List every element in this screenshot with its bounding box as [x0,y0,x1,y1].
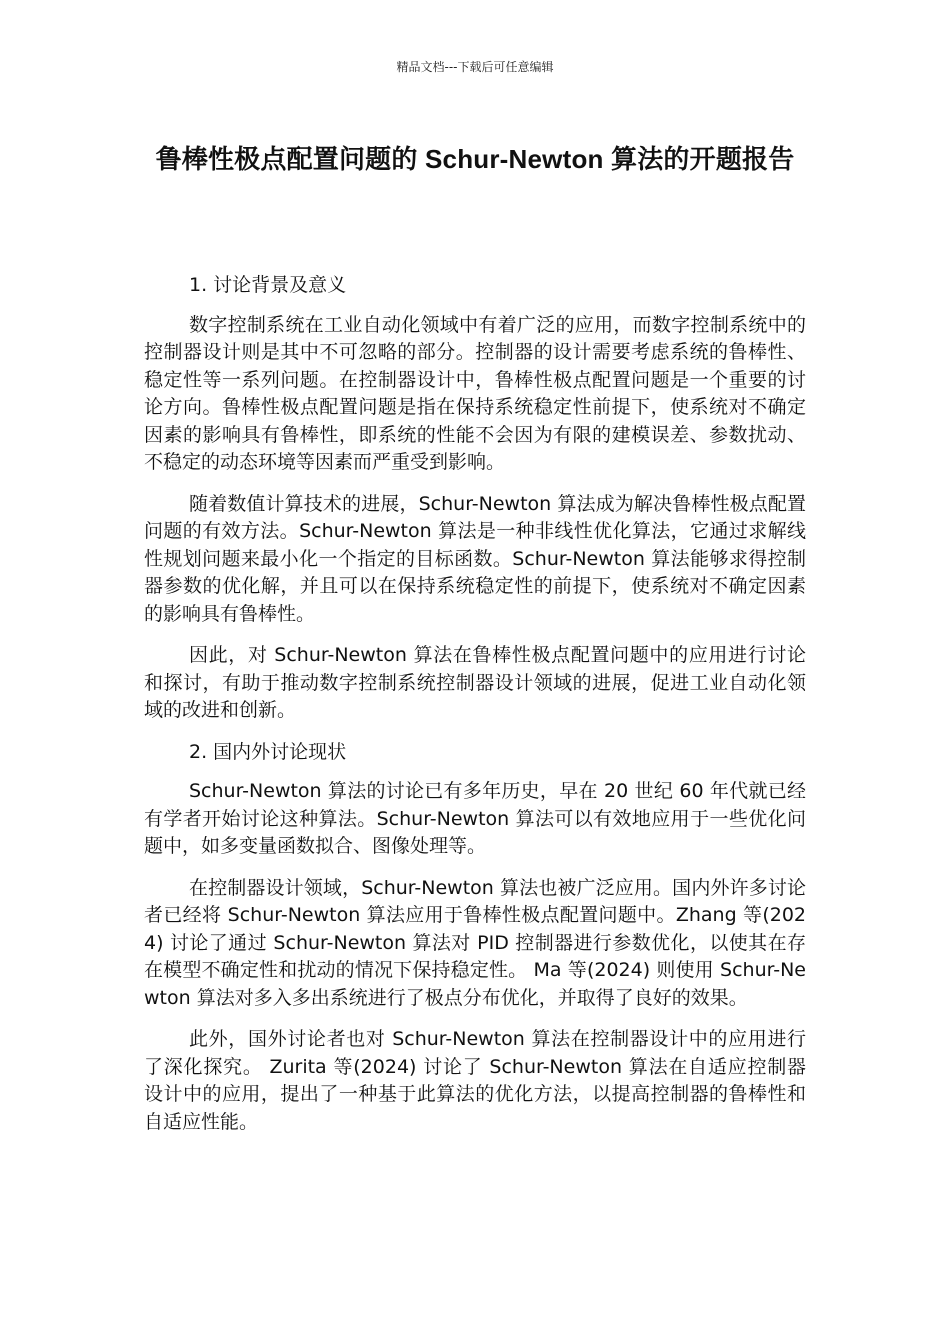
paragraph: 此外，国外讨论者也对 Schur-Newton 算法在控制器设计中的应用进行了深化探究。 Zurita 等(2024) 讨论了 Schur-Newton 算法在自适应控制器设计中的应用，提出了一种基于此算法的优化方法，以提高控制器的鲁棒性和自适应性能。 [144,1028,806,1133]
paragraph: 在控制器设计领域，Schur-Newton 算法也被广泛应用。国内外许多讨论者已经将 Schur-Newton 算法应用于鲁棒性极点配置问题中。Zhang 等(2024) 讨论了通过 Schur-Newton 算法对 PID 控制器进行参数优化，以使其在存在模型不确定性和扰动的情况下保持稳定性。 Ma 等(2024) 则使用 Schur-Newton 算法对多入多出系统进行了极点分布优化，并取得了良好的效果。 [144,876,806,1009]
paragraph: Schur-Newton 算法的讨论已有多年历史，早在 20 世纪 60 年代就已经有学者开始讨论这种算法。Schur-Newton 算法可以有效地应用于一些优化问题中，如多变量函数拟合、图像处理等。 [144,780,806,857]
page-header: 精品文档---下载后可任意编辑 [396,60,554,74]
paragraph: 随着数值计算技术的进展，Schur-Newton 算法成为解决鲁棒性极点配置问题的有效方法。Schur-Newton 算法是一种非线性优化算法，它通过求解线性规划问题来最小化一个指定的目标函数。Schur-Newton 算法能够求得控制器参数的优化解，并且可以在保持系统稳定性的前提下，使系统对不确定因素的影响具有鲁棒性。 [144,492,806,625]
document-body [144,272,806,1150]
section-heading: 1. 讨论背景及意义 [189,274,347,296]
paragraph: 因此，对 Schur-Newton 算法在鲁棒性极点配置问题中的应用进行讨论和探讨，有助于推动数字控制系统控制器设计领域的进展，促进工业自动化领域的改进和创新。 [144,644,806,721]
paragraph: 数字控制系统在工业自动化领域中有着广泛的应用，而数字控制系统中的控制器设计则是其中不可忽略的部分。控制器的设计需要考虑系统的鲁棒性、稳定性等一系列问题。在控制器设计中，鲁棒性极点配置问题是一个重要的讨论方向。鲁棒性极点配置问题是指在保持系统稳定性前提下，使系统对不确定因素的影响具有鲁棒性，即系统的性能不会因为有限的建模误差、参数扰动、不稳定的动态环境等因素而严重受到影响。 [144,313,806,473]
section-heading: 2. 国内外讨论现状 [189,740,347,763]
document-title: 鲁棒性极点配置问题的 Schur-Newton 算法的开题报告 [155,144,795,174]
